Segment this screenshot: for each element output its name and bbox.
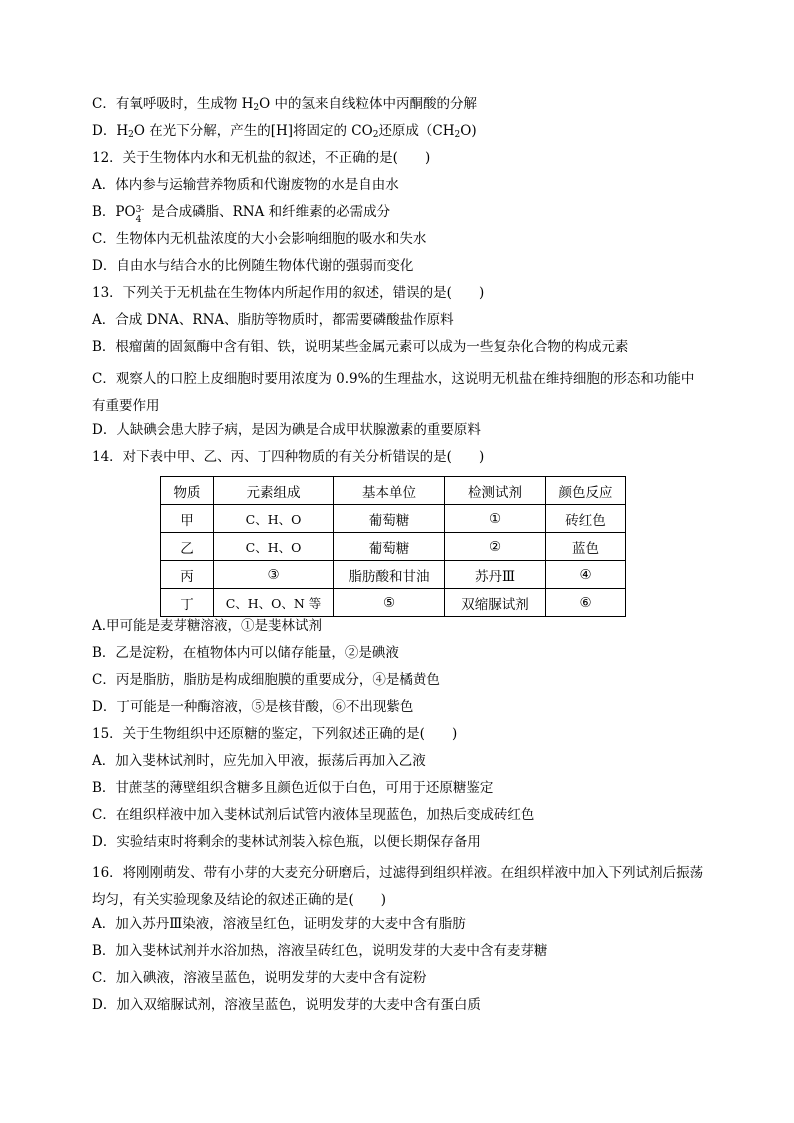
table-cell: C、H、O、N 等 <box>214 589 334 617</box>
q12-option-d: D．自由水与结合水的比例随生物体代谢的强弱而变化 <box>92 258 414 274</box>
q15-option-d: D．实验结束时将剩余的斐林试剂装入棕色瓶，以便长期保存备用 <box>92 834 481 850</box>
table-cell: C、H、O <box>214 533 334 561</box>
table-cell: 双缩脲试剂 <box>445 589 546 617</box>
table-row <box>161 505 626 533</box>
q14-option-b: B．乙是淀粉，在植物体内可以储存能量，②是碘液 <box>92 645 399 661</box>
q12-option-c: C．生物体内无机盐浓度的大小会影响细胞的吸水和失水 <box>92 231 427 247</box>
table-row <box>161 561 626 589</box>
table-header: 颜色反应 <box>546 477 626 505</box>
q12-stem: 12．关于生物体内水和无机盐的叙述，不正确的是( ) <box>92 150 431 166</box>
q16-option-b: B．加入斐林试剂并水浴加热，溶液呈砖红色，说明发芽的大麦中含有麦芽糖 <box>92 943 548 959</box>
q11-option-c: C．有氧呼吸时，生成物 $H_2O$ 中的氢来自线粒体中丙酮酸的分解 <box>92 96 477 113</box>
table-cell: 葡萄糖 <box>334 505 445 533</box>
q13-stem: 13．下列关于无机盐在生物体内所起作用的叙述，错误的是( ) <box>92 285 485 301</box>
q14-stem: 14．对下表中甲、乙、丙、丁四种物质的有关分析错误的是( ) <box>92 449 485 465</box>
q15-option-a: A．加入斐林试剂时，应先加入甲液，振荡后再加入乙液 <box>92 753 426 769</box>
table-cell: 乙 <box>161 533 214 561</box>
table-cell: 甲 <box>161 505 214 533</box>
table-cell: 脂肪酸和甘油 <box>334 561 445 589</box>
table-header: 元素组成 <box>214 477 334 505</box>
table-cell: ③ <box>214 561 334 589</box>
table-row <box>161 533 626 561</box>
table-cell: C、H、O <box>214 505 334 533</box>
q13-option-b: B．根瘤菌的固氮酶中含有钼、铁，说明某些金属元素可以成为一些复杂化合物的构成元素 <box>92 339 629 355</box>
table-header: 基本单位 <box>334 477 445 505</box>
table-cell: 苏丹Ⅲ <box>445 561 546 589</box>
q15-option-c: C．在组织样液中加入斐林试剂后试管内液体呈现蓝色，加热后变成砖红色 <box>92 807 535 823</box>
table-cell: 丙 <box>161 561 214 589</box>
table-cell: 葡萄糖 <box>334 533 445 561</box>
q14-option-c: C．丙是脂肪，脂肪是构成细胞膜的重要成分，④是橘黄色 <box>92 672 440 688</box>
table-cell: ① <box>445 505 546 533</box>
q13-option-d: D．人缺碘会患大脖子病，是因为碘是合成甲状腺激素的重要原料 <box>92 422 481 438</box>
q16-option-a: A．加入苏丹Ⅲ染液，溶液呈红色，证明发芽的大麦中含有脂肪 <box>92 916 466 932</box>
table-cell: 砖红色 <box>546 505 626 533</box>
q16-option-c: C．加入碘液，溶液呈蓝色，说明发芽的大麦中含有淀粉 <box>92 970 427 986</box>
q11-option-d: D．$H_2O$ 在光下分解，产生的[H]将固定的 $CO_2$还原成$(CH_2O)$ <box>92 123 477 140</box>
q15-option-b: B．甘蔗茎的薄壁组织含糖多且颜色近似于白色，可用于还原糖鉴定 <box>92 780 494 796</box>
q12-option-b: B．PO 3- 4 是合成磷脂、RNA 和纤维素的必需成分 <box>92 204 391 225</box>
table-row <box>161 589 626 617</box>
q14-option-d: D．丁可能是一种酶溶液，⑤是核苷酸，⑥不出现紫色 <box>92 699 414 715</box>
table-cell: ② <box>445 533 546 561</box>
q13-option-a: A．合成 DNA、RNA、脂肪等物质时，都需要磷酸盐作原料 <box>92 312 454 328</box>
q12-option-a: A．体内参与运输营养物质和代谢废物的水是自由水 <box>92 177 399 193</box>
substance-table <box>160 476 626 617</box>
table-cell: ⑥ <box>546 589 626 617</box>
table-cell: 蓝色 <box>546 533 626 561</box>
table-header: 物质 <box>161 477 214 505</box>
table-cell: 丁 <box>161 589 214 617</box>
table-cell: ⑤ <box>334 589 445 617</box>
q16-stem: 16．将刚刚萌发、带有小芽的大麦充分研磨后，过滤得到组织样液。在组织样液中加入下列试剂后振荡均匀，有关实验现象及结论的叙述正确的是( ) <box>92 865 704 908</box>
q15-stem: 15．关于生物组织中还原糖的鉴定，下列叙述正确的是( ) <box>92 726 458 742</box>
table-header: 检测试剂 <box>445 477 546 505</box>
table-header-row <box>161 477 626 505</box>
q14-option-a: A.甲可能是麦芽糖溶液，①是斐林试剂 <box>92 618 323 634</box>
table-cell: ④ <box>546 561 626 589</box>
q13-option-c: C．观察人的口腔上皮细胞时要用浓度为 0.9%的生理盐水，这说明无机盐在维持细胞的形态和功能中有重要作用 <box>92 371 695 414</box>
q16-option-d: D．加入双缩脲试剂，溶液呈蓝色，说明发芽的大麦中含有蛋白质 <box>92 997 481 1013</box>
